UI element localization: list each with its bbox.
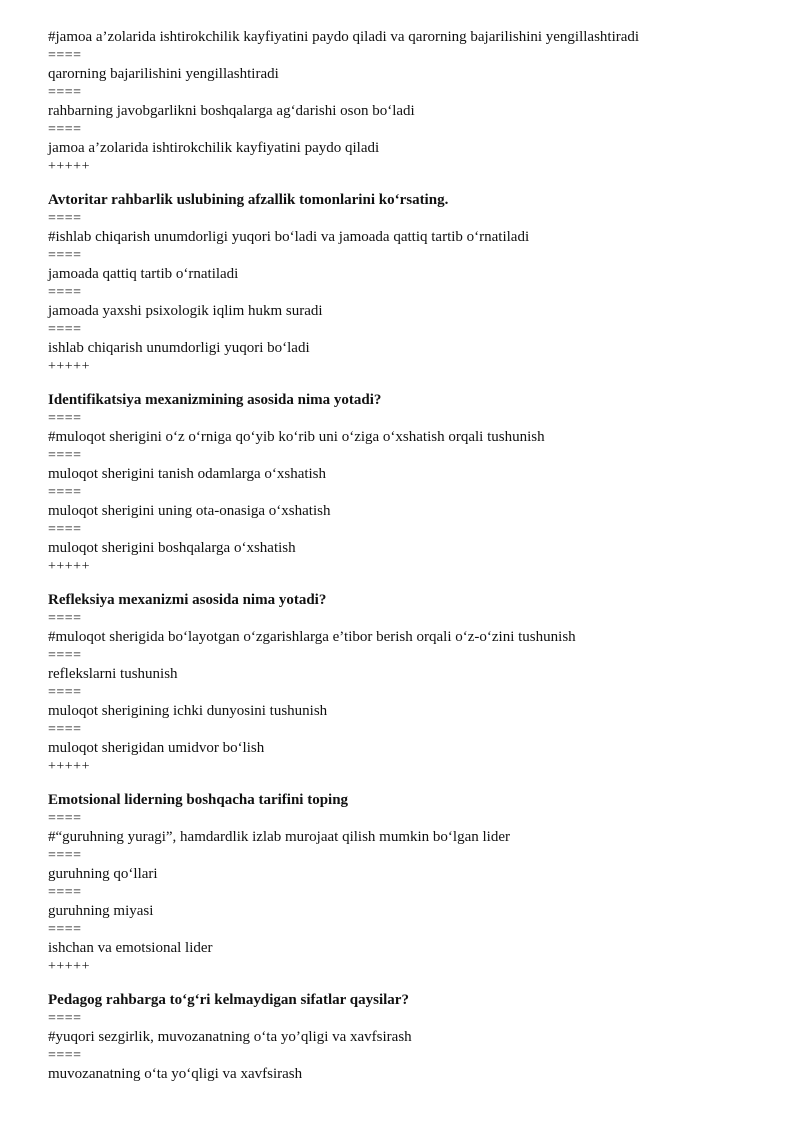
- answer-option: reflekslarni tushunish: [48, 666, 178, 682]
- separator: ====: [48, 1048, 82, 1063]
- separator: ====: [48, 848, 82, 863]
- answer-option: jamoada qattiq tartib o‘rnatiladi: [48, 266, 239, 282]
- answer-option: ishchan va emotsional lider: [48, 940, 213, 956]
- block-end-marker: +++++: [48, 159, 90, 174]
- block-end-marker: +++++: [48, 959, 90, 974]
- separator: ====: [48, 285, 82, 300]
- block-end-marker: +++++: [48, 759, 90, 774]
- separator: ====: [48, 211, 82, 226]
- correct-answer: #“guruhning yuragi”, hamdardlik izlab murojaat qilish mumkin bo‘lgan lider: [48, 829, 510, 845]
- correct-answer: #muloqot sherigini o‘z o‘rniga qo‘yib ko‘rib uni o‘ziga o‘xshatish orqali tushunish: [48, 429, 545, 445]
- separator: ====: [48, 322, 82, 337]
- separator: ====: [48, 485, 82, 500]
- document-page: [48, 28, 768, 1084]
- question-block: [48, 791, 768, 976]
- answer-option: muloqot sherigini tanish odamlarga o‘xshatish: [48, 466, 327, 482]
- separator: ====: [48, 648, 82, 663]
- answer-option: muloqot sherigini uning ota-onasiga o‘xshatish: [48, 503, 331, 519]
- separator: ====: [48, 685, 82, 700]
- separator: ====: [48, 411, 82, 426]
- correct-answer: #jamoa a’zolarida ishtirokchilik kayfiyatini paydo qiladi va qarorning bajarilishini yengillashtiradi: [48, 29, 640, 45]
- separator: ====: [48, 248, 82, 263]
- answer-option: guruhning qo‘llari: [48, 866, 158, 882]
- correct-answer: #yuqori sezgirlik, muvozanatning o‘ta yo’qligi va xavfsirash: [48, 1029, 412, 1045]
- separator: ====: [48, 722, 82, 737]
- answer-option: jamoada yaxshi psixologik iqlim hukm suradi: [48, 303, 323, 319]
- question-block: [48, 391, 768, 576]
- question-block: [48, 191, 768, 376]
- separator: ====: [48, 122, 82, 137]
- separator: ====: [48, 885, 82, 900]
- question-text: Emotsional liderning boshqacha tarifini toping: [48, 792, 349, 808]
- correct-answer: #ishlab chiqarish unumdorligi yuqori bo‘ladi va jamoada qattiq tartib o‘rnatiladi: [48, 229, 530, 245]
- answer-option: qarorning bajarilishini yengillashtiradi: [48, 66, 279, 82]
- answer-option: muloqot sherigidan umidvor bo‘lish: [48, 740, 265, 756]
- question-text: Identifikatsiya mexanizmining asosida nima yotadi?: [48, 392, 382, 408]
- separator: ====: [48, 1011, 82, 1026]
- question-block: [48, 591, 768, 776]
- answer-option: muloqot sherigining ichki dunyosini tushunish: [48, 703, 328, 719]
- question-block: [48, 991, 768, 1084]
- separator: ====: [48, 48, 82, 63]
- question-text: Pedagog rahbarga to‘g‘ri kelmaydigan sifatlar qaysilar?: [48, 992, 409, 1008]
- answer-option: guruhning miyasi: [48, 903, 154, 919]
- separator: ====: [48, 811, 82, 826]
- separator: ====: [48, 85, 82, 100]
- block-end-marker: +++++: [48, 359, 90, 374]
- correct-answer: #muloqot sherigida bo‘layotgan o‘zgarishlarga e’tibor berish orqali o‘z-o‘zini tushunish: [48, 629, 576, 645]
- question-text: Avtoritar rahbarlik uslubining afzallik tomonlarini ko‘rsating.: [48, 192, 449, 208]
- separator: ====: [48, 448, 82, 463]
- answer-option: muvozanatning o‘ta yo‘qligi va xavfsirash: [48, 1066, 303, 1082]
- question-block: [48, 28, 768, 176]
- question-text: Refleksiya mexanizmi asosida nima yotadi?: [48, 592, 327, 608]
- answer-option: jamoa a’zolarida ishtirokchilik kayfiyatini paydo qiladi: [48, 140, 380, 156]
- separator: ====: [48, 611, 82, 626]
- block-end-marker: +++++: [48, 559, 90, 574]
- answer-option: muloqot sherigini boshqalarga o‘xshatish: [48, 540, 296, 556]
- separator: ====: [48, 522, 82, 537]
- answer-option: rahbarning javobgarlikni boshqalarga ag‘darishi oson bo‘ladi: [48, 103, 415, 119]
- separator: ====: [48, 922, 82, 937]
- answer-option: ishlab chiqarish unumdorligi yuqori bo‘ladi: [48, 340, 310, 356]
